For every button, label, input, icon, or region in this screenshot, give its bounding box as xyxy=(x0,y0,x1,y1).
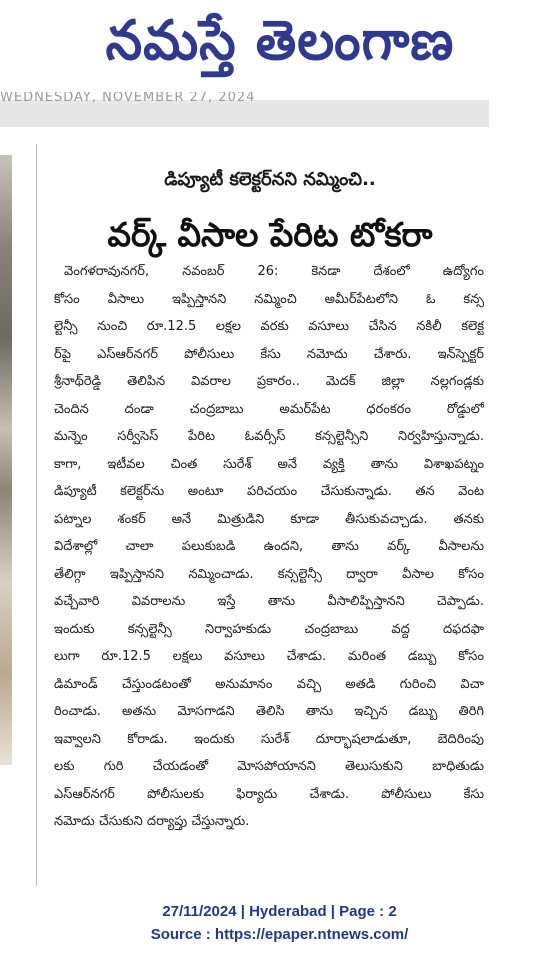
next-article-headline-fragment xyxy=(150,878,390,888)
masthead xyxy=(0,0,559,100)
article-line: లుగా రూ.12.5 లక్షలు వసూలు చేశాడు. మరింత డబ్బు కోసం xyxy=(54,649,484,664)
dateline: WEDNESDAY, NOVEMBER 27, 2024 xyxy=(0,92,256,104)
footer-source-line: Source : https://epaper.ntnews.com/ xyxy=(150,926,409,943)
article-line: ర్‌పై ఎస్‌ఆర్‌నగర్‌ పోలీసులు కేసు నమోదు చేశారు. ఇన్‌స్పెక్టర్‌ xyxy=(54,346,484,362)
article-line: విదేశాల్లో చాలా పలుకుబడి ఉందని, తాను వర్క్‌ వీసాలను xyxy=(54,539,484,554)
article-line: మన్నెం సర్వీసెస్‌ పేరిట ఓవర్సీస్‌ కన్సల్టెన్సీని నిర్వహిస్తున్నాడు. xyxy=(54,429,484,444)
page-margin xyxy=(489,100,559,127)
article-line: వెంగళరావునగర్‌, నవంబర్‌ 26: కెనడా దేశంలో ఉద్యోగం xyxy=(64,264,484,279)
article-line: తేలిగ్గా ఇప్పిస్తానని నమ్మించాడు. కన్సల్టెన్సీ ద్వారా వీసాల కోసం xyxy=(54,566,484,582)
article-line: డిమాండ్‌ చేస్తుండటంతో అనుమానం వచ్చి అతడి గురించి విచా xyxy=(54,676,484,692)
article-line: కాగా, ఇటీవల చింత సురేశ్‌ అనే వ్యక్తి తాను విశాఖపట్నం xyxy=(54,456,484,472)
article-line: లకు గురి చేయడంతో మోసపోయానని తెలుసుకుని బాధితుడు xyxy=(54,759,484,774)
article-kicker: డిప్యూటీ కలెక్టర్‌నని నమ్మించి.. xyxy=(164,169,376,190)
article-line: వచ్చేవారి వివరాలను ఇస్తే తాను వీసాలిప్పిస్తానని చెప్పాడు. xyxy=(54,594,484,609)
article-line: కోసం వీసాలు ఇప్పిస్తానని నమ్మించి అమీర్‌పేటలోని ఓ కన్స xyxy=(54,291,484,307)
article-line: నమోదు చేసుకుని దర్యాప్తు చేస్తున్నారు. xyxy=(54,814,250,829)
source-footer xyxy=(0,900,559,946)
article-line: చెందిన దండా చంద్రబాబు అమర్‌పేట ధరంకరం రోడ్డులో xyxy=(54,401,484,417)
newspaper-logo: నమస్తే తెలంగాణ xyxy=(105,9,455,73)
article-line: ఎస్‌ఆర్‌నగర్‌ పోలీసులకు ఫిర్యాదు చేశాడు. పోలీసులు కేసు xyxy=(54,786,484,802)
article-line: ల్టెన్సీ నుంచి రూ.12.5 లక్షల వరకు వసూలు చేసిన నకిలీ కలెక్ట xyxy=(54,319,484,334)
article-line: పట్నాల శంకర్‌ అనే మిత్రుడిని కూడా తీసుకువచ్చాడు. తనకు xyxy=(54,511,484,527)
adjacent-column-fragment xyxy=(0,775,14,885)
article-line: డిప్యూటీ కలెక్టర్‌ను అంటూ పరిచయం చేసుకున్నాడు. తన వెంట xyxy=(54,484,484,499)
dateline-bar xyxy=(0,100,489,127)
footer-date-line: 27/11/2024 | Hyderabad | Page : 2 xyxy=(162,903,397,920)
article-body xyxy=(54,258,484,836)
article-headline: వర్క్‌ వీసాల పేరిట టోకరా xyxy=(107,215,433,254)
article-line: ఇందుకు కన్సల్టెన్సీ నిర్వాహకుడు చంద్రబాబు వద్ద దఫదఫా xyxy=(54,621,484,637)
adjacent-photo-strip xyxy=(0,155,12,765)
column-divider xyxy=(36,144,37,886)
article-line: ఇవ్వాలని కోరాడు. ఇందుకు సురేశ్‌ దూర్భాషలాడుతూ, బెదిరింపు xyxy=(54,731,484,747)
article-line: రించాడు. అతను మోసగాడని తెలిసి తాను ఇచ్చిన డబ్బు తిరిగి xyxy=(54,704,484,719)
article-line: శ్రీనాథ్‌రెడ్డి తెలిపిన వివరాల ప్రకారం.. మెదక్‌ జిల్లా నల్లగండ్లకు xyxy=(54,374,484,389)
